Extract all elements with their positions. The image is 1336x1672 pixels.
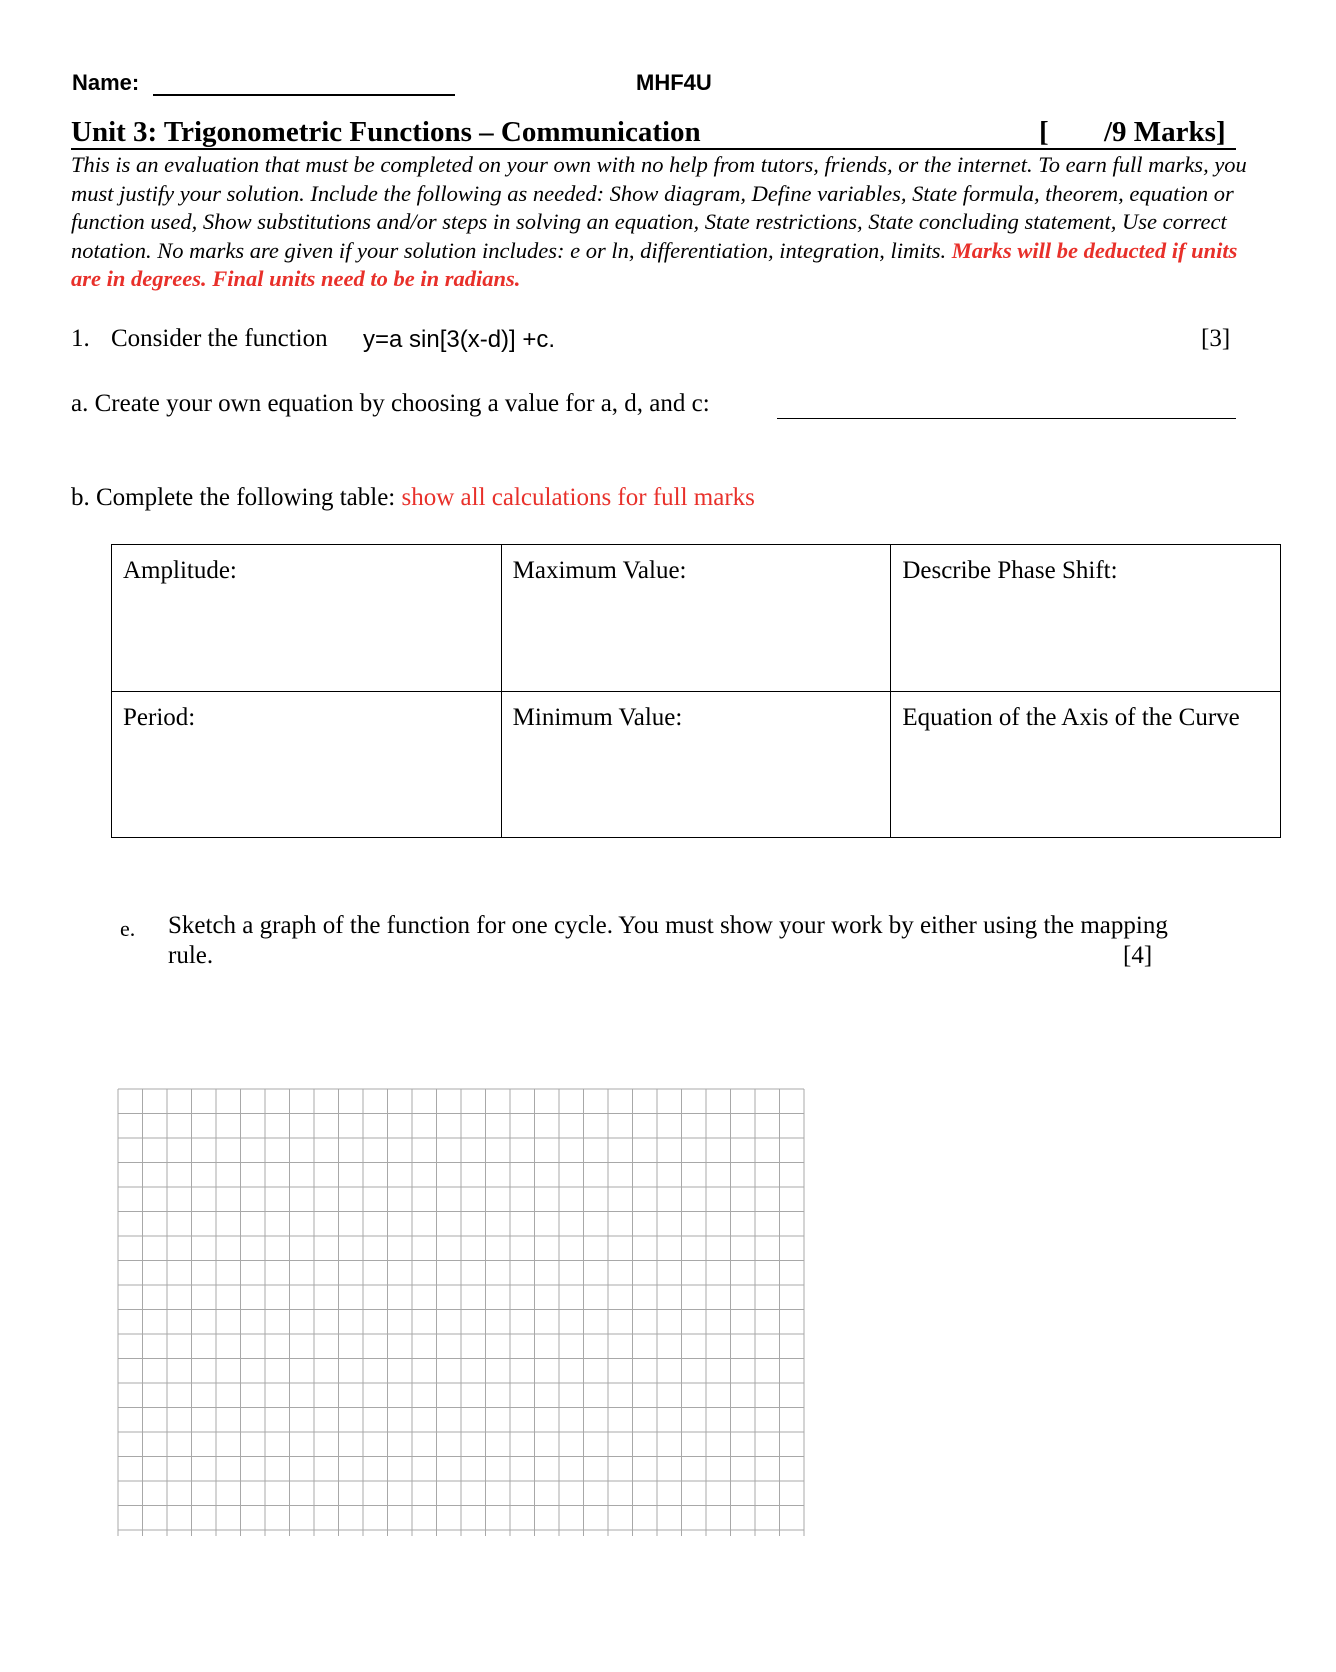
question-function: y=a sin[3(x-d)] +c. — [363, 326, 556, 353]
question-number: 1. — [71, 325, 90, 352]
instructions-text: This is an evaluation that must be completed on your own with no help from tutors, friends, or the internet. To earn full marks, you must justify your solution. Include the following as needed: Show diagram, Define variables, State formula, theorem, equation or function used, Show substitutions and/or steps in solving an equation, State restrictions, State concluding statement, Use correct notation. No marks are given if your solution includes: e or ln, differentiation, integration, limits. — [71, 152, 1247, 263]
period-cell[interactable]: Period: — [112, 691, 502, 838]
title-underline — [71, 148, 1236, 150]
part-b-text: b. Complete the following table: — [71, 484, 396, 511]
total-marks: /9 Marks] — [1104, 116, 1226, 148]
page-title: Unit 3: Trigonometric Functions – Communication — [71, 116, 701, 148]
part-b-prompt — [71, 484, 755, 512]
part-e-line1: Sketch a graph of the function for one cycle. You must show your work by either using the mapping — [168, 912, 1168, 939]
part-e-marks: [4] — [1123, 942, 1153, 969]
minimum-value-cell[interactable]: Minimum Value: — [501, 691, 891, 838]
phase-shift-cell[interactable]: Describe Phase Shift: — [891, 545, 1281, 692]
table-row — [112, 691, 1281, 838]
table-row — [112, 545, 1281, 692]
question-prompt: Consider the function — [111, 325, 328, 352]
part-e-line2: rule. — [168, 942, 214, 969]
amplitude-cell[interactable]: Amplitude: — [112, 545, 502, 692]
equation-answer-field[interactable] — [777, 418, 1236, 419]
part-e-label: e. — [120, 916, 136, 941]
marks-bracket: [ — [1039, 116, 1049, 148]
axis-equation-cell[interactable]: Equation of the Axis of the Curve — [891, 691, 1281, 838]
part-a-prompt: a. Create your own equation by choosing a value for a, d, and c: — [71, 390, 710, 417]
instructions — [71, 151, 1271, 294]
units-warning: Marks will be deducted if units are in degrees. Final units need to be in radians. — [71, 237, 1238, 292]
maximum-value-cell[interactable]: Maximum Value: — [501, 545, 891, 692]
name-field[interactable] — [153, 94, 455, 96]
graph-paper-grid[interactable] — [117, 1088, 807, 1538]
part-b-note: show all calculations for full marks — [401, 484, 755, 511]
answer-table — [111, 544, 1281, 838]
course-code: MHF4U — [636, 70, 712, 95]
name-label: Name: — [72, 70, 140, 95]
question-marks: [3] — [1201, 325, 1231, 352]
